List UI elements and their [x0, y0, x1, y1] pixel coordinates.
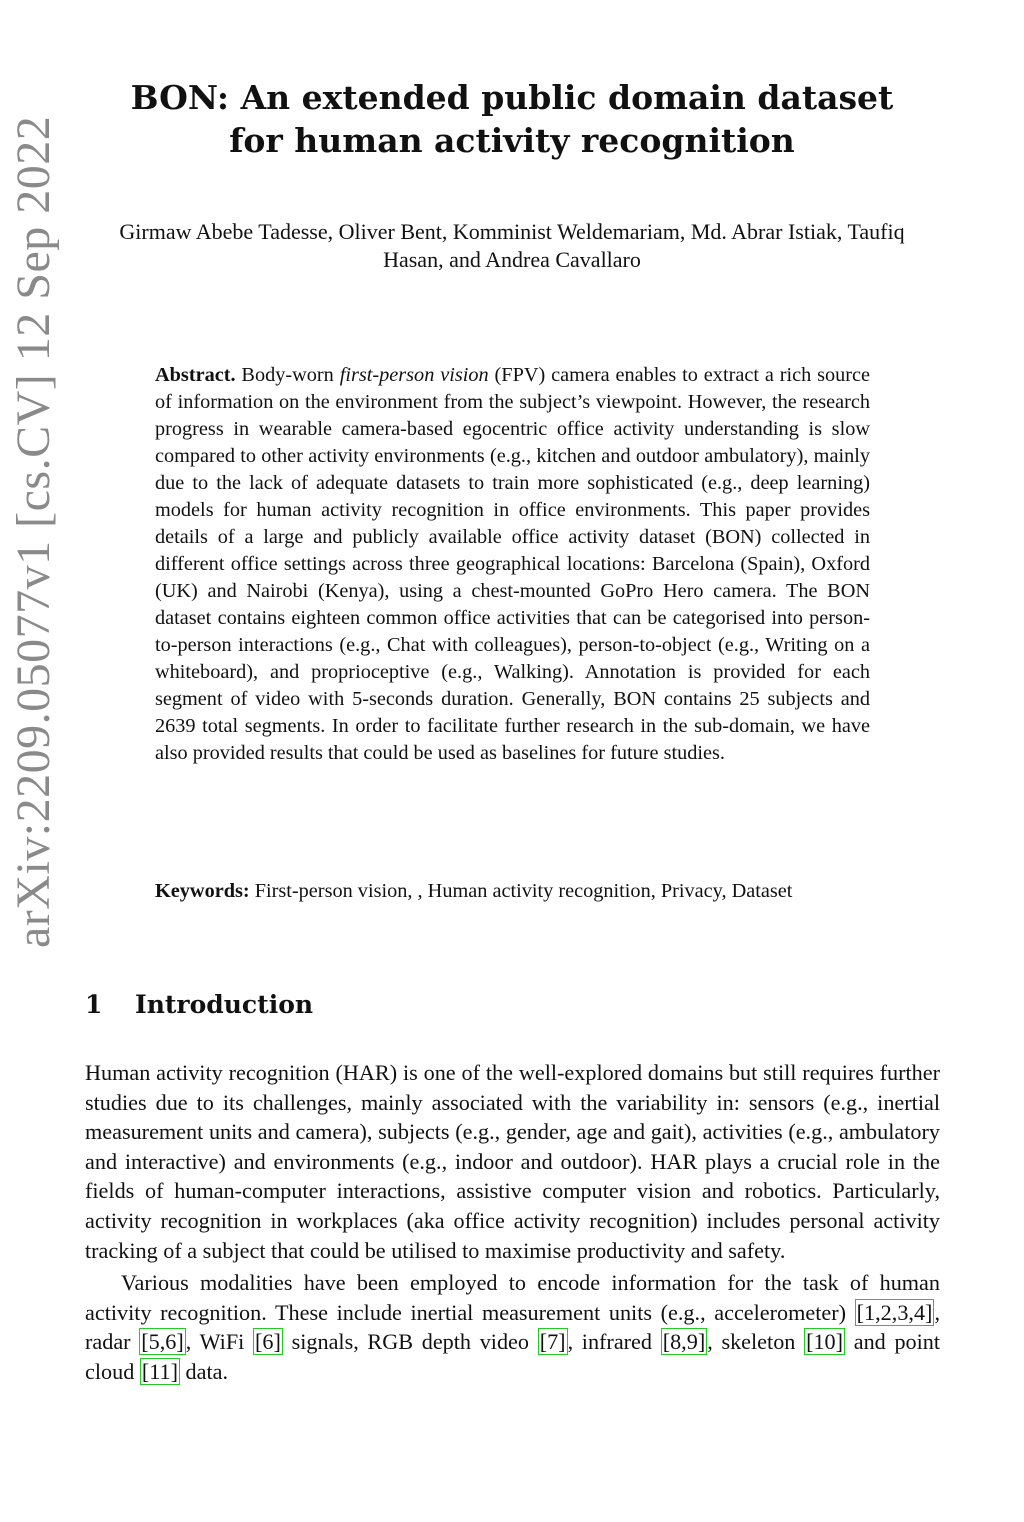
abstract-label: Abstract. — [155, 364, 236, 386]
citation-link[interactable]: [11] — [141, 1358, 178, 1384]
citation-link[interactable]: [6] — [255, 1329, 281, 1355]
keywords-label: Keywords: — [155, 880, 250, 902]
intro-text-a: Various modalities have been employed to encode information for the task of human activity recognition. These include inertial measurement units (e.g., accelerometer) — [85, 1270, 940, 1325]
paper-title: BON: An extended public domain dataset for human activity recognition — [130, 78, 894, 160]
citation-link[interactable]: [1,2,3,4] — [856, 1299, 933, 1325]
intro-text-b: , radar — [85, 1299, 940, 1355]
abstract — [155, 362, 870, 767]
intro-text-f: , skeleton — [707, 1329, 796, 1355]
introduction-body — [85, 1058, 940, 1387]
section-title: Introduction — [135, 990, 314, 1019]
citation-link[interactable]: [5,6] — [141, 1329, 184, 1355]
citation-link[interactable]: [8,9] — [662, 1329, 706, 1355]
intro-text-c: , WiFi — [185, 1329, 245, 1355]
keywords — [155, 878, 870, 905]
keywords-text: First-person vision, , Human activity recognition, Privacy, Dataset — [254, 880, 793, 902]
citation-link[interactable]: [7] — [539, 1329, 566, 1355]
intro-text-e: , infrared — [567, 1329, 653, 1355]
abstract-text: (FPV) camera enables to extract a rich source of information on the environment from the subject’s viewpoint. However, the research progress in wearable camera-based egocentric office activity understanding is slow compared to other activity environments (e.g., kitchen and outdoor ambulatory), mainly due to the lack of adequate datasets to train more sophisticated (e.g., deep learning) models for human activity recognition in office environments. This paper provides details of a large and publicly available office activity dataset (BON) collected in different office settings across three geographical locations: Barcelona (Spain), Oxford (UK) and Nairobi (Kenya), using a chest-mounted GoPro Hero camera. The BON dataset contains eighteen common office activities that can be categorised into person-to-person interactions (e.g., Chat with colleagues), person-to-object (e.g., Writing on a whiteboard), and proprioceptive (e.g., Walking). Annotation is provided for each segment of video with 5-seconds duration. Generally, BON contains 25 subjects and 2639 total segments. In order to facilitate further research in the sub-domain, we have also provided results that could be used as baselines for future studies. — [155, 364, 871, 764]
author-list: Girmaw Abebe Tadesse, Oliver Bent, Komminist Weldemariam, Md. Abrar Istiak, Taufiq Hasan, and Andrea Cavallaro — [119, 219, 905, 272]
intro-text-d: signals, RGB depth video — [291, 1329, 529, 1355]
intro-text-g: and point cloud — [85, 1329, 941, 1384]
intro-paragraph-2 — [85, 1268, 940, 1386]
section-number: 1 — [85, 990, 103, 1019]
citation-link[interactable]: [10] — [806, 1329, 844, 1355]
abstract-text-start: Body-worn — [241, 364, 334, 386]
arxiv-identifier[interactable]: arXiv:2209.05077v1 [cs.CV] 12 Sep 2022 — [7, 115, 60, 948]
section-heading — [85, 988, 885, 1022]
intro-text-h: data. — [185, 1358, 229, 1384]
abstract-emphasis: first-person vision — [339, 364, 489, 386]
intro-paragraph-1: Human activity recognition (HAR) is one of the well-explored domains but still requires further studies due to its challenges, mainly associated with the variability in: sensors (e.g., inertial measurement units and camera), subjects (e.g., gender, age and gait), activities (e.g., ambulatory and interactive) and environments (e.g., indoor and outdoor). HAR plays a crucial role in the fields of human-computer interactions, assistive computer vision and robotics. Particularly, activity recognition in workplaces (aka office activity recognition) includes personal activity tracking of a subject that could be utilised to maximise productivity and safety. — [85, 1060, 940, 1263]
